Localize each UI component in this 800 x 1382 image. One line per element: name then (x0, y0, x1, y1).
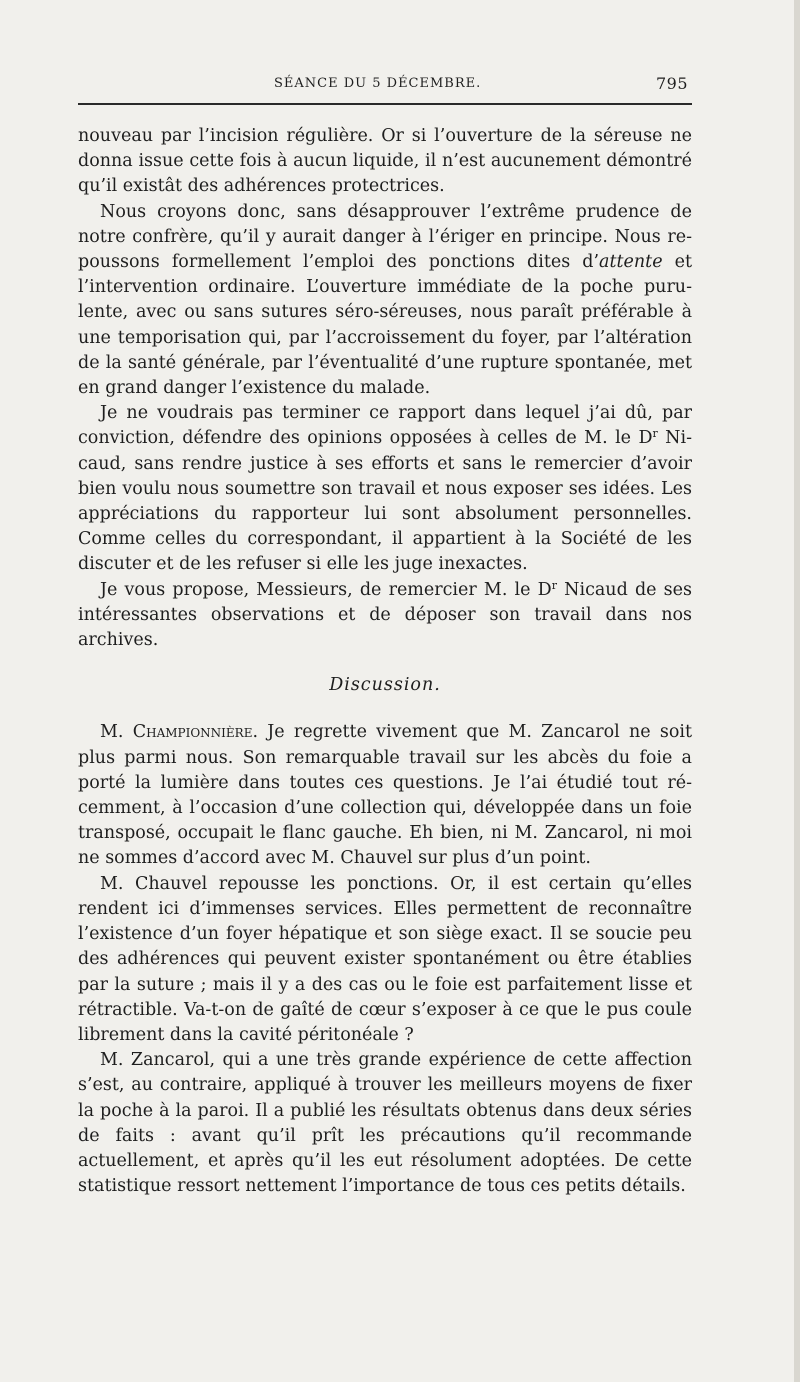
paragraph (78, 200, 692, 402)
page-number: 795 (655, 74, 688, 93)
text-segment: r (652, 427, 658, 441)
text-segment: Championnière (132, 722, 253, 743)
text-segment: et l’intervention ordinaire. L’ouverture immédiate de la poche purulente, avec ou sans sutures séro-séreuses, nous paraît préférable à une temporisation qui, par l’accroissement du foyer, par l’altération de la santé générale, par l’éventualité d’une rupture spontanée, met en grand danger l’existence du malade. (78, 252, 693, 399)
paragraph (78, 578, 692, 654)
text-segment: Je vous propose, Messieurs, de remercier M. le D (100, 579, 552, 600)
text-segment: nouveau par l’incision régulière. Or si l’ouverture de la séreuse ne donna issue cette fois à aucun liquide, il n’est aucunement démontré qu’il existât des adhérences protectrices. (78, 126, 692, 197)
paragraph (78, 872, 692, 1048)
page-edge-shadow (794, 0, 800, 1382)
text-segment: Discussion. (329, 675, 441, 696)
section-heading (78, 673, 692, 698)
text-segment: r (551, 578, 557, 592)
text-segment: Nicaud de ses intéressantes observations et de déposer son travail dans nos archives. (78, 579, 692, 651)
body-text (78, 124, 692, 1199)
text-segment: attente (599, 252, 663, 273)
paragraph (78, 401, 692, 577)
paragraph (78, 124, 692, 200)
text-segment: M. (100, 722, 133, 743)
running-title: SÉANCE DU 5 DÉCEMBRE. (274, 76, 482, 91)
paragraph (78, 1048, 692, 1199)
header-rule (78, 103, 692, 105)
running-header (78, 74, 692, 98)
text-segment: Nicaud, sans rendre justice à ses efforts et sans le remercier d’avoir bien voulu nous soumettre son travail et nous exposer ses idées. Les appréciations du rapporteur lui sont absolument personnelles. Comme celles du correspondant, il appartient à la Société de les discuter et de les refuser si elle les juge inexactes. (78, 428, 692, 575)
text-segment: . Je regrette vivement que M. Zancarol ne soit plus parmi nous. Son remarquable travail sur les abcès du foie a porté la lumière dans toutes ces questions. Je l’ai étudié tout récemment, à l’occasion d’une collection qui, développée dans un foie transposé, occupait le flanc gauche. Eh bien, ni M. Zancarol, ni moi ne sommes d’accord avec M. Chauvel sur plus d’un point. (78, 722, 692, 869)
text-segment: M. Chauvel repousse les ponctions. Or, il est certain qu’elles rendent ici d’immenses services. Elles permettent de reconnaître l’existence d’un foyer hépatique et son siège exact. Il se soucie peu des adhérences qui peuvent exister spontanément ou être établies par la suture ; mais il y a des cas ou le foie est parfaitement lisse et rétractible. Va-t-on de gaîté de cœur s’exposer à ce que le pus coule librement dans la cavité péritonéale ? (78, 873, 692, 1045)
paragraph (78, 720, 692, 871)
text-segment: Nous croyons donc, sans désapprouver l’extrême prudence de notre confrère, qu’il y aurait danger à l’ériger en principe. Nous repoussons formellement l’emploi des ponctions dites d’ (78, 201, 692, 273)
text-segment: Je ne voudrais pas terminer ce rapport dans lequel j’ai dû, par conviction, défendre des opinions opposées à celles de M. le D (78, 403, 692, 449)
text-segment: M. Zancarol, qui a une très grande expérience de cette affection s’est, au contraire, appliqué à trouver les meilleurs moyens de fixer la poche à la paroi. Il a publié les résultats obtenus dans deux séries de faits : avant qu’il prît les précautions qu’il recommande actuellement, et après qu’il les eut résolument adoptées. De cette statistique ressort nettement l’importance de tous ces petits détails. (78, 1050, 692, 1197)
